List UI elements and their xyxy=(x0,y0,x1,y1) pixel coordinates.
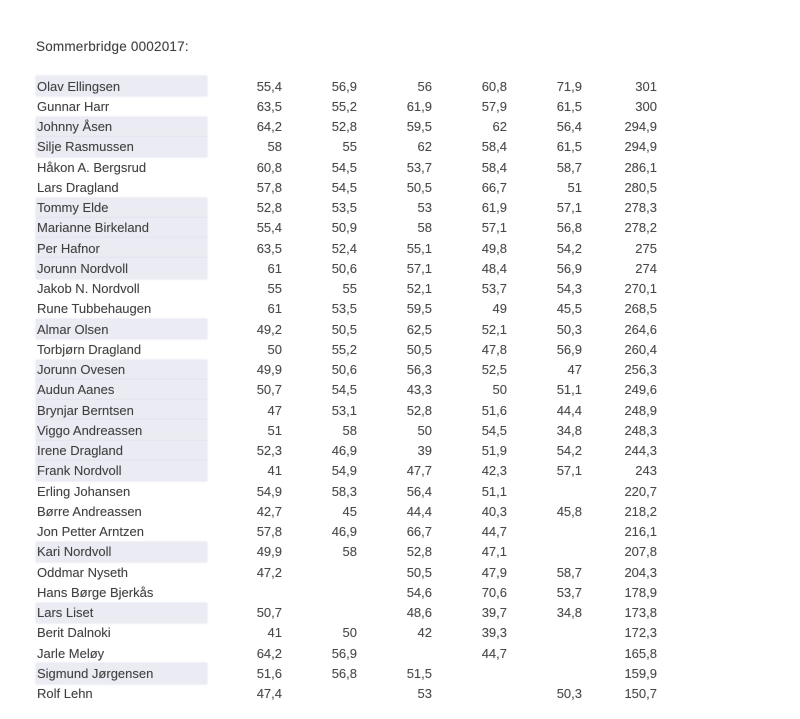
score-cell: 59,5 xyxy=(406,119,432,135)
table-row xyxy=(36,339,766,359)
score-cell: 66,7 xyxy=(481,179,507,195)
score-cell: 47 xyxy=(267,402,282,418)
player-name: Olav Ellingsen xyxy=(36,76,207,96)
score-cell: 56,4 xyxy=(406,483,432,499)
player-name: Gunnar Harr xyxy=(37,98,110,114)
table-row xyxy=(36,299,766,319)
score-cell: 280,5 xyxy=(624,179,657,195)
score-cell: 54,5 xyxy=(481,422,507,438)
score-cell: 51 xyxy=(267,422,282,438)
score-cell: 52,8 xyxy=(406,544,432,560)
score-cell: 54,9 xyxy=(256,483,282,499)
score-cell: 301 xyxy=(635,78,657,94)
score-cell: 260,4 xyxy=(624,341,657,357)
score-cell: 55,4 xyxy=(256,220,282,236)
table-row xyxy=(36,279,766,299)
score-cell: 56,3 xyxy=(406,362,432,378)
player-name: Almar Olsen xyxy=(36,319,207,339)
score-cell: 294,9 xyxy=(624,119,657,135)
player-name: Johnny Åsen xyxy=(36,117,207,137)
score-cell: 53 xyxy=(417,200,432,216)
score-cell: 45,5 xyxy=(556,301,582,317)
score-cell: 62,5 xyxy=(406,321,432,337)
table-row xyxy=(36,258,766,278)
score-cell: 61 xyxy=(267,260,282,276)
player-name: Kari Nordvoll xyxy=(36,542,207,562)
score-cell: 40,3 xyxy=(481,503,507,519)
table-row xyxy=(36,461,766,481)
score-cell: 57,9 xyxy=(481,98,507,114)
score-cell: 178,9 xyxy=(624,584,657,600)
score-cell: 51,1 xyxy=(481,483,507,499)
score-cell: 274 xyxy=(635,260,657,276)
score-cell: 49,9 xyxy=(256,544,282,560)
score-cell: 204,3 xyxy=(624,564,657,580)
table-row xyxy=(36,319,766,339)
table-row xyxy=(36,198,766,218)
score-cell: 51,6 xyxy=(481,402,507,418)
score-cell: 61,9 xyxy=(481,200,507,216)
score-cell: 56,9 xyxy=(331,645,357,661)
score-cell: 55,2 xyxy=(331,341,357,357)
score-cell: 64,2 xyxy=(256,119,282,135)
score-cell: 56 xyxy=(417,78,432,94)
player-name: Håkon A. Bergsrud xyxy=(37,159,147,175)
score-cell: 70,6 xyxy=(481,584,507,600)
score-cell: 46,9 xyxy=(331,443,357,459)
score-cell: 248,9 xyxy=(624,402,657,418)
player-name: Audun Aanes xyxy=(36,380,207,400)
table-row xyxy=(36,360,766,380)
score-cell: 44,4 xyxy=(556,402,582,418)
score-cell: 51,5 xyxy=(406,665,432,681)
score-cell: 56,8 xyxy=(331,665,357,681)
player-name: Oddmar Nyseth xyxy=(37,564,129,580)
score-cell: 52,8 xyxy=(406,402,432,418)
player-name: Jorunn Ovesen xyxy=(36,360,207,380)
score-cell: 60,8 xyxy=(256,159,282,175)
score-cell: 52,3 xyxy=(256,443,282,459)
score-cell: 61 xyxy=(267,301,282,317)
score-cell: 52,1 xyxy=(481,321,507,337)
player-name: Jakob N. Nordvoll xyxy=(37,281,140,297)
score-cell: 42,7 xyxy=(256,503,282,519)
score-cell: 66,7 xyxy=(406,524,432,540)
score-cell: 50,3 xyxy=(556,686,582,702)
score-cell: 44,4 xyxy=(406,503,432,519)
score-cell: 47,8 xyxy=(481,341,507,357)
score-cell: 294,9 xyxy=(624,139,657,155)
score-cell: 49,2 xyxy=(256,321,282,337)
score-cell: 256,3 xyxy=(624,362,657,378)
score-cell: 61,9 xyxy=(406,98,432,114)
score-cell: 54,5 xyxy=(331,382,357,398)
score-cell: 56,9 xyxy=(556,341,582,357)
score-cell: 54,9 xyxy=(331,463,357,479)
score-cell: 50 xyxy=(342,625,357,641)
table-row xyxy=(36,177,766,197)
score-cell: 50,9 xyxy=(331,220,357,236)
score-cell: 55,1 xyxy=(406,240,432,256)
table-row xyxy=(36,562,766,582)
score-cell: 244,3 xyxy=(624,443,657,459)
score-cell: 51,6 xyxy=(256,665,282,681)
table-row xyxy=(36,582,766,602)
score-cell: 63,5 xyxy=(256,98,282,114)
score-cell: 53,7 xyxy=(406,159,432,175)
table-row xyxy=(36,137,766,157)
score-cell: 58,3 xyxy=(331,483,357,499)
score-cell: 62 xyxy=(417,139,432,155)
score-cell: 57,1 xyxy=(556,463,582,479)
table-row xyxy=(36,218,766,238)
score-cell: 52,8 xyxy=(331,119,357,135)
table-row xyxy=(36,96,766,116)
score-cell: 50 xyxy=(267,341,282,357)
player-name: Lars Dragland xyxy=(37,179,119,195)
player-name: Tommy Elde xyxy=(36,198,207,218)
table-row xyxy=(36,380,766,400)
score-cell: 286,1 xyxy=(624,159,657,175)
score-cell: 49,9 xyxy=(256,362,282,378)
score-cell: 53,7 xyxy=(556,584,582,600)
score-cell: 50,5 xyxy=(406,179,432,195)
score-cell: 49 xyxy=(492,301,507,317)
score-cell: 57,1 xyxy=(406,260,432,276)
score-cell: 55 xyxy=(342,139,357,155)
score-cell: 58 xyxy=(342,422,357,438)
player-name: Frank Nordvoll xyxy=(36,461,207,481)
score-cell: 220,7 xyxy=(624,483,657,499)
score-cell: 47,4 xyxy=(256,686,282,702)
score-cell: 52,8 xyxy=(256,200,282,216)
player-name: Sigmund Jørgensen xyxy=(36,663,207,683)
score-cell: 50,5 xyxy=(331,321,357,337)
score-cell: 278,3 xyxy=(624,200,657,216)
score-cell: 58,4 xyxy=(481,159,507,175)
score-cell: 34,8 xyxy=(556,422,582,438)
player-name: Rune Tubbehaugen xyxy=(37,301,152,317)
score-cell: 172,3 xyxy=(624,625,657,641)
score-cell: 34,8 xyxy=(556,605,582,621)
score-cell: 207,8 xyxy=(624,544,657,560)
score-cell: 42,3 xyxy=(481,463,507,479)
score-cell: 56,9 xyxy=(331,78,357,94)
table-row xyxy=(36,501,766,521)
score-cell: 50,6 xyxy=(331,260,357,276)
score-cell: 57,1 xyxy=(556,200,582,216)
score-cell: 275 xyxy=(635,240,657,256)
score-cell: 173,8 xyxy=(624,605,657,621)
score-cell: 58,7 xyxy=(556,159,582,175)
table-row xyxy=(36,522,766,542)
score-cell: 52,4 xyxy=(331,240,357,256)
score-cell: 51,1 xyxy=(556,382,582,398)
table-row xyxy=(36,663,766,683)
score-cell: 47,7 xyxy=(406,463,432,479)
score-cell: 57,1 xyxy=(481,220,507,236)
player-name: Jorunn Nordvoll xyxy=(36,258,207,278)
score-cell: 64,2 xyxy=(256,645,282,661)
score-cell: 51,9 xyxy=(481,443,507,459)
table-row xyxy=(36,76,766,96)
score-cell: 50,3 xyxy=(556,321,582,337)
table-row xyxy=(36,400,766,420)
score-cell: 39,3 xyxy=(481,625,507,641)
score-cell: 41 xyxy=(267,625,282,641)
score-cell: 58,7 xyxy=(556,564,582,580)
player-name: Erling Johansen xyxy=(37,483,131,499)
score-cell: 58 xyxy=(417,220,432,236)
score-cell: 58,4 xyxy=(481,139,507,155)
score-cell: 47 xyxy=(567,362,582,378)
score-cell: 61,5 xyxy=(556,139,582,155)
score-cell: 45,8 xyxy=(556,503,582,519)
score-cell: 39 xyxy=(417,443,432,459)
score-cell: 278,2 xyxy=(624,220,657,236)
player-name: Marianne Birkeland xyxy=(36,218,207,238)
table-row xyxy=(36,623,766,643)
score-cell: 47,1 xyxy=(481,544,507,560)
score-cell: 218,2 xyxy=(624,503,657,519)
results-table xyxy=(36,76,766,704)
score-cell: 53,1 xyxy=(331,402,357,418)
score-cell: 56,9 xyxy=(556,260,582,276)
table-row xyxy=(36,684,766,704)
score-cell: 52,1 xyxy=(406,281,432,297)
player-name: Irene Dragland xyxy=(36,441,207,461)
table-row xyxy=(36,157,766,177)
score-cell: 48,6 xyxy=(406,605,432,621)
score-cell: 52,5 xyxy=(481,362,507,378)
score-cell: 60,8 xyxy=(481,78,507,94)
score-cell: 264,6 xyxy=(624,321,657,337)
player-name: Torbjørn Dragland xyxy=(37,341,142,357)
player-name: Brynjar Berntsen xyxy=(36,400,207,420)
score-cell: 249,6 xyxy=(624,382,657,398)
score-cell: 62 xyxy=(492,119,507,135)
score-cell: 57,8 xyxy=(256,524,282,540)
document-title: Sommerbridge 0002017: xyxy=(36,39,189,54)
score-cell: 55 xyxy=(342,281,357,297)
table-row xyxy=(36,481,766,501)
player-name: Silje Rasmussen xyxy=(36,137,207,157)
score-cell: 51 xyxy=(567,179,582,195)
score-cell: 243 xyxy=(635,463,657,479)
score-cell: 54,6 xyxy=(406,584,432,600)
score-cell: 54,5 xyxy=(331,159,357,175)
score-cell: 53,7 xyxy=(481,281,507,297)
score-cell: 50,7 xyxy=(256,605,282,621)
score-cell: 57,8 xyxy=(256,179,282,195)
player-name: Viggo Andreassen xyxy=(36,420,207,440)
score-cell: 55,4 xyxy=(256,78,282,94)
score-cell: 47,9 xyxy=(481,564,507,580)
score-cell: 159,9 xyxy=(624,665,657,681)
table-row xyxy=(36,643,766,663)
score-cell: 50,5 xyxy=(406,564,432,580)
score-cell: 165,8 xyxy=(624,645,657,661)
table-row xyxy=(36,117,766,137)
score-cell: 54,2 xyxy=(556,443,582,459)
score-cell: 71,9 xyxy=(556,78,582,94)
score-cell: 268,5 xyxy=(624,301,657,317)
score-cell: 58 xyxy=(267,139,282,155)
score-cell: 53 xyxy=(417,686,432,702)
score-cell: 58 xyxy=(342,544,357,560)
score-cell: 54,2 xyxy=(556,240,582,256)
score-cell: 53,5 xyxy=(331,200,357,216)
score-cell: 54,5 xyxy=(331,179,357,195)
score-cell: 50,6 xyxy=(331,362,357,378)
score-cell: 55 xyxy=(267,281,282,297)
score-cell: 45 xyxy=(342,503,357,519)
score-cell: 49,8 xyxy=(481,240,507,256)
score-cell: 54,3 xyxy=(556,281,582,297)
score-cell: 44,7 xyxy=(481,645,507,661)
score-cell: 216,1 xyxy=(624,524,657,540)
table-row xyxy=(36,603,766,623)
player-name: Børre Andreassen xyxy=(37,503,142,519)
score-cell: 59,5 xyxy=(406,301,432,317)
score-cell: 44,7 xyxy=(481,524,507,540)
player-name: Lars Liset xyxy=(36,603,207,623)
score-cell: 43,3 xyxy=(406,382,432,398)
score-cell: 39,7 xyxy=(481,605,507,621)
score-cell: 47,2 xyxy=(256,564,282,580)
score-cell: 150,7 xyxy=(624,686,657,702)
score-cell: 50,5 xyxy=(406,341,432,357)
score-cell: 61,5 xyxy=(556,98,582,114)
score-cell: 300 xyxy=(635,98,657,114)
table-row xyxy=(36,420,766,440)
score-cell: 56,8 xyxy=(556,220,582,236)
player-name: Berit Dalnoki xyxy=(37,625,111,641)
score-cell: 50,7 xyxy=(256,382,282,398)
player-name: Hans Børge Bjerkås xyxy=(37,584,154,600)
score-cell: 42 xyxy=(417,625,432,641)
player-name: Jon Petter Arntzen xyxy=(37,524,144,540)
score-cell: 56,4 xyxy=(556,119,582,135)
score-cell: 270,1 xyxy=(624,281,657,297)
table-row xyxy=(36,441,766,461)
table-row xyxy=(36,238,766,258)
score-cell: 63,5 xyxy=(256,240,282,256)
score-cell: 48,4 xyxy=(481,260,507,276)
table-row xyxy=(36,542,766,562)
score-cell: 55,2 xyxy=(331,98,357,114)
score-cell: 50 xyxy=(417,422,432,438)
score-cell: 50 xyxy=(492,382,507,398)
score-cell: 46,9 xyxy=(331,524,357,540)
score-cell: 53,5 xyxy=(331,301,357,317)
player-name: Jarle Meløy xyxy=(37,645,105,661)
player-name: Per Hafnor xyxy=(36,238,207,258)
score-cell: 41 xyxy=(267,463,282,479)
score-cell: 248,3 xyxy=(624,422,657,438)
player-name: Rolf Lehn xyxy=(37,686,93,702)
